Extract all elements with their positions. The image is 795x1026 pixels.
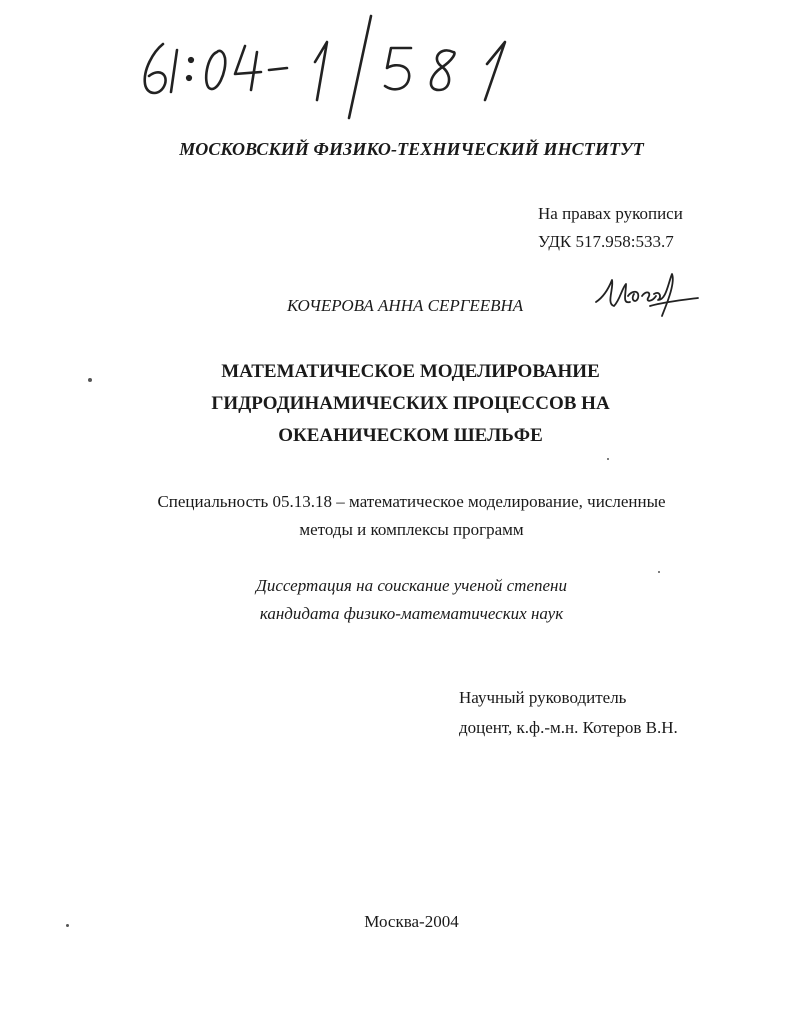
udc-code: УДК 517.958:533.7	[538, 232, 674, 251]
title-line-2: ГИДРОДИНАМИЧЕСКИХ ПРОЦЕССОВ НА	[211, 393, 610, 414]
specialty-line-2: методы и комплексы программ	[299, 520, 524, 539]
manuscript-note: На правах рукописи	[538, 204, 683, 223]
supervisor-label: Научный руководитель	[459, 688, 627, 707]
supervisor-name: доцент, к.ф.-м.н. Котеров В.Н.	[459, 718, 678, 737]
institute-name: МОСКОВСКИЙ ФИЗИКО-ТЕХНИЧЕСКИЙ ИНСТИТУТ	[179, 139, 644, 159]
dissertation-title	[0, 356, 795, 452]
city-year: Москва-2004	[364, 912, 459, 931]
author-name: КОЧЕРОВА АННА СЕРГЕЕВНА	[287, 296, 524, 315]
author-signature	[592, 270, 702, 320]
rights-block	[538, 200, 683, 256]
degree-line-2: кандидата физико-математических наук	[259, 604, 564, 623]
scan-speck	[88, 378, 92, 382]
scan-speck	[658, 571, 660, 573]
supervisor-block	[459, 683, 678, 743]
degree-line-1: Диссертация на соискание ученой степени	[256, 576, 567, 595]
title-line-3: ОКЕАНИЧЕСКОМ ШЕЛЬФЕ	[278, 425, 543, 446]
specialty-line-1: Специальность 05.13.18 – математическое моделирование, численные	[157, 492, 666, 511]
handwritten-catalog-number	[135, 12, 535, 127]
scan-speck	[607, 458, 609, 460]
title-line-1: МАТЕМАТИЧЕСКОЕ МОДЕЛИРОВАНИЕ	[221, 361, 600, 382]
specialty-block	[0, 488, 795, 544]
degree-statement	[0, 572, 795, 628]
scan-speck	[66, 924, 69, 927]
